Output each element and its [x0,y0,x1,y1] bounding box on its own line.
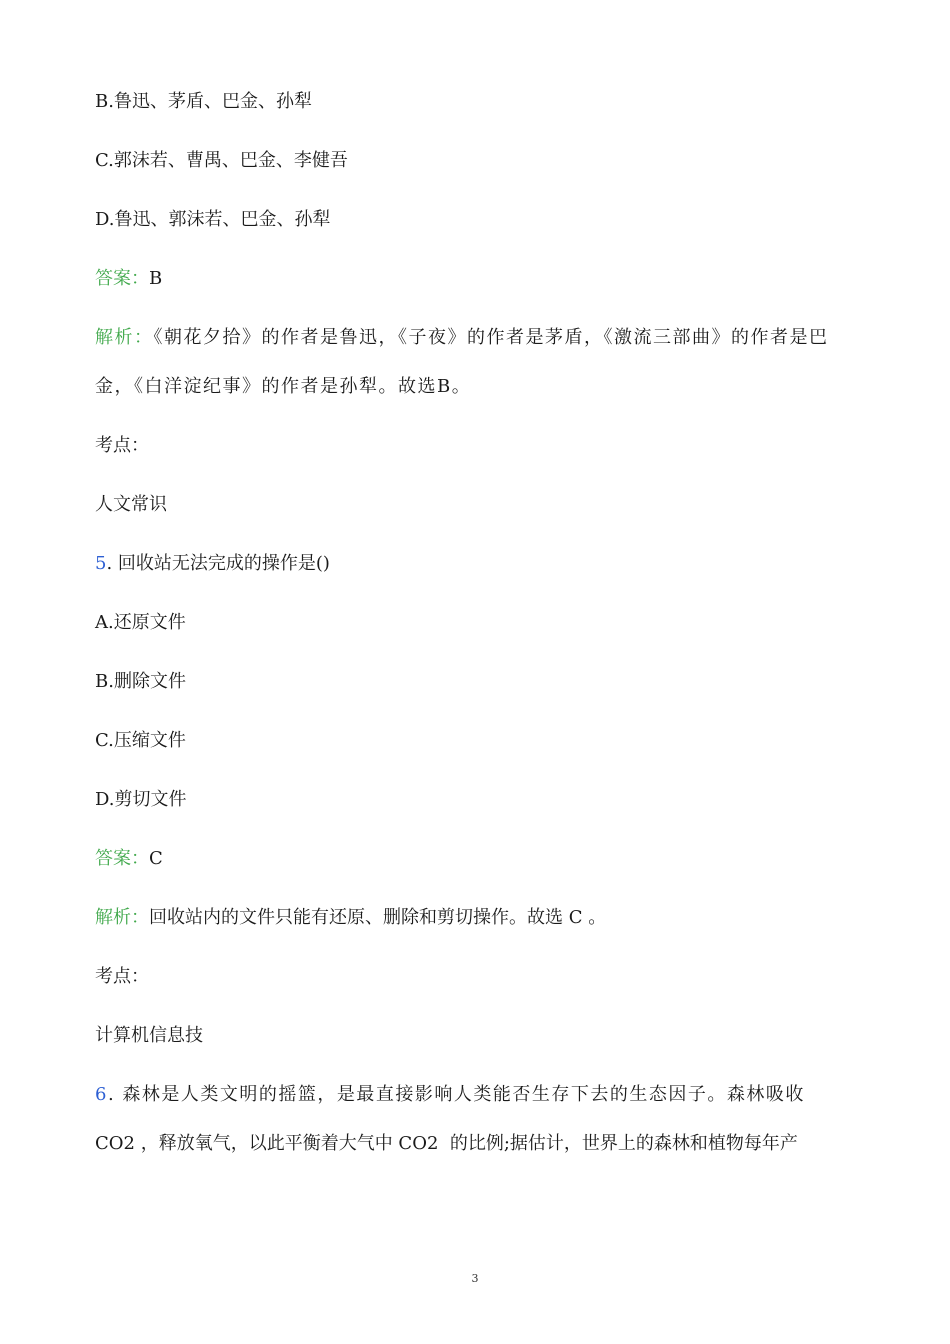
q4-analysis-line-1 [95,326,829,350]
q4-option-c: C.郭沫若、曹禺、巴金、李健吾 [95,150,348,171]
answer-label: 答案： [95,268,149,289]
q5-option-a: A.还原文件 [95,612,186,633]
q5-kaodian-label: 考点： [95,966,149,987]
answer-value: B [149,268,163,289]
q5-stem [95,552,330,576]
q4-answer [95,267,162,291]
analysis-label: 解析： [95,327,154,348]
analysis-text: 回收站内的文件只能有还原、删除和剪切操作。故选 C 。 [149,907,607,928]
q6-stem-line-1 [95,1083,805,1107]
question-number: 5 [95,553,107,574]
q5-option-d: D.剪切文件 [95,789,187,810]
q4-option-b: B.鲁迅、茅盾、巴金、孙犁 [95,91,312,112]
question-number: 6 [95,1084,108,1105]
answer-value: C [149,848,163,869]
analysis-label: 解析： [95,907,149,928]
q4-analysis-line-2: 金，《白洋淀纪事》的作者是孙犁。故选B。 [95,376,472,397]
question-stem: . 森林是人类文明的摇篮，是最直接影响人类能否生存下去的生态因子。森林吸收 [107,1084,805,1105]
q4-kaodian-label: 考点： [95,435,149,456]
question-stem: . 回收站无法完成的操作是() [106,553,330,574]
analysis-text: 《朝花夕拾》的作者是鲁迅，《子夜》的作者是茅盾，《激流三部曲》的作者是巴 [153,327,829,348]
q4-kaodian-value: 人文常识 [95,494,167,515]
q5-kaodian-value: 计算机信息技 [95,1025,203,1046]
q4-option-d: D.鲁迅、郭沫若、巴金、孙犁 [95,209,331,230]
q5-option-b: B.删除文件 [95,671,186,692]
answer-label: 答案： [95,848,149,869]
page-number: 3 [471,1272,479,1285]
q5-answer [95,847,163,871]
q6-stem-line-2: CO2 ，释放氧气，以此平衡着大气中 CO2 的比例;据估计，世界上的森林和植物每年产 [95,1133,798,1154]
q5-analysis [95,906,606,930]
q5-option-c: C.压缩文件 [95,730,186,751]
